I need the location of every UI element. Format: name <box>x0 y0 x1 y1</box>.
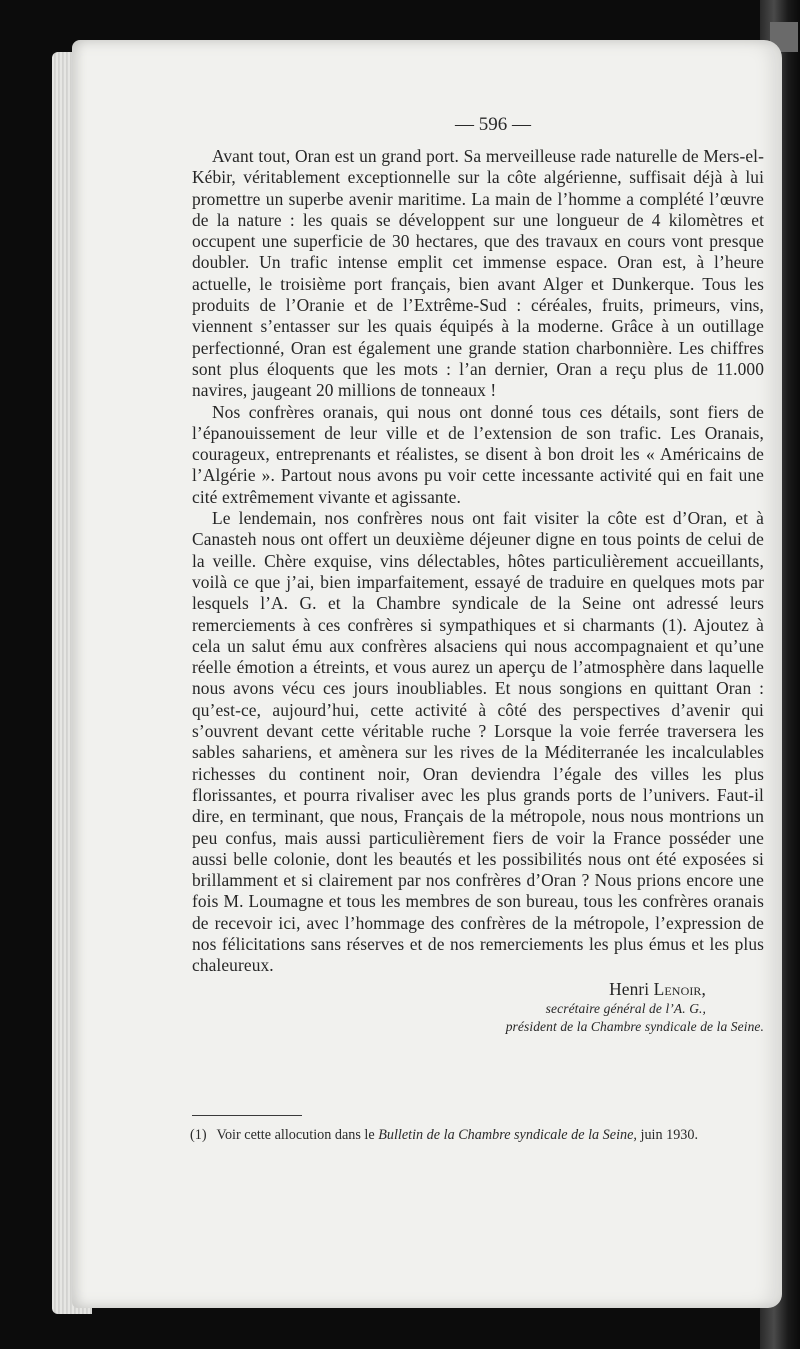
paragraph-confreres: Nos confrères oranais, qui nous ont donné tous ces détails, sont fiers de l’épanouissement de leur ville et de l’extension de son trafic. Les Oranais, courageux, entreprenants et réalistes, se disent à bon droit les « Américains de l’Algérie ». Partout nous avons pu voir cette incessante activité qui en fait une cité extrêmement vivante et agissante. <box>192 401 764 507</box>
signature-first-name: Henri <box>609 978 650 999</box>
article-body <box>192 146 764 1036</box>
paragraph-lendemain: Le lendemain, nos confrères nous ont fait visiter la côte est d’Oran, et à Canasteh nous ont offert un deuxième déjeuner digne en tous points de celui de la veille. Chère exquise, vins délectables, hôtes particulièrement accueillants, voilà ce que j’ai, bien imparfaitement, essayé de traduire en quelques mots par lesquels l’A. G. et la Chambre syndicale de la Seine ont adressé leurs remerciements à ces confrères si sympathiques et si charmants (1). Ajoutez à cela un salut ému aux confrères alsaciens qui nous accompagnaient et qu’une réelle émotion a étreints, et vous aurez un aperçu de l’atmosphère dans laquelle nous avons vécu ces jours inoubliables. Et nous songions en quittant Oran : qu’est-ce, aujourd’hui, cette activité à côté des perspectives d’avenir qui s’ouvrent devant cette véritable ruche ? Lorsque la voie ferrée traversera les sables sahariens, et amènera sur les rives de la Méditerranée les incalculables richesses du continent noir, Oran deviendra l’égale des villes les plus florissantes, et pourra rivaliser avec les plus grands ports de l’univers. Faut-il dire, en terminant, que nous, Français de la métropole, nous nous montrions un peu confus, mais aussi particulièrement fiers de voir la France posséder une aussi belle colonie, dont les beautés et les possibilités nous ont été exposées si brillamment et si clairement par nos confrères d’Oran ? Nous prions encore une fois M. Loumagne et tous les membres de son bureau, tous les confrères oranais de recevoir ici, avec l’hommage des confrères de la métropole, l’expression de nos félicitations sans réserves et de nos remerciements les plus émus et les plus chaleureux. <box>192 508 764 976</box>
paragraph-port: Avant tout, Oran est un grand port. Sa merveilleuse rade naturelle de Mers-el-Kébir, véritablement exceptionnelle sur la côte algérienne, suffisait déjà à lui promettre un superbe avenir maritime. La main de l’homme a complété l’œuvre de la nature : les quais se développent sur une longueur de 4 kilomètres et occupent une superficie de 30 hectares, que des travaux en cours vont presque doubler. Un trafic intense emplit cet immense espace. Oran est, à l’heure actuelle, le troisième port français, bien avant Alger et Dunkerque. Tous les produits de l’Oranie et de l’Extrême-Sud : céréales, fruits, primeurs, vins, viennent s’entasser sur les quais équipés à la moderne. Grâce à un outillage perfectionné, Oran est également une grande station charbonnière. Les chiffres sont plus éloquents que les mots : l’an dernier, Oran a reçu plus de 11.000 navires, jaugeant 20 millions de tonneaux ! <box>192 146 764 401</box>
page-number: — 596 — <box>455 114 531 135</box>
signature-last-name: Lenoir, <box>653 978 706 999</box>
footnote-text-after: juin 1930. <box>640 1127 699 1143</box>
signature-role-1: secrétaire général de l’A. G., <box>545 1000 706 1016</box>
signature-block <box>192 978 764 1036</box>
footnote-rule <box>192 1115 302 1116</box>
footnote-text-before: Voir cette allocution dans le <box>216 1127 375 1143</box>
footnote-mark: (1) <box>190 1127 207 1143</box>
footnote-title: Bulletin de la Chambre syndicale de la Seine, <box>378 1127 637 1143</box>
footnote <box>190 1126 764 1145</box>
signature-name <box>192 978 764 1000</box>
signature-role-2: président de la Chambre syndicale de la Seine. <box>505 1018 764 1034</box>
